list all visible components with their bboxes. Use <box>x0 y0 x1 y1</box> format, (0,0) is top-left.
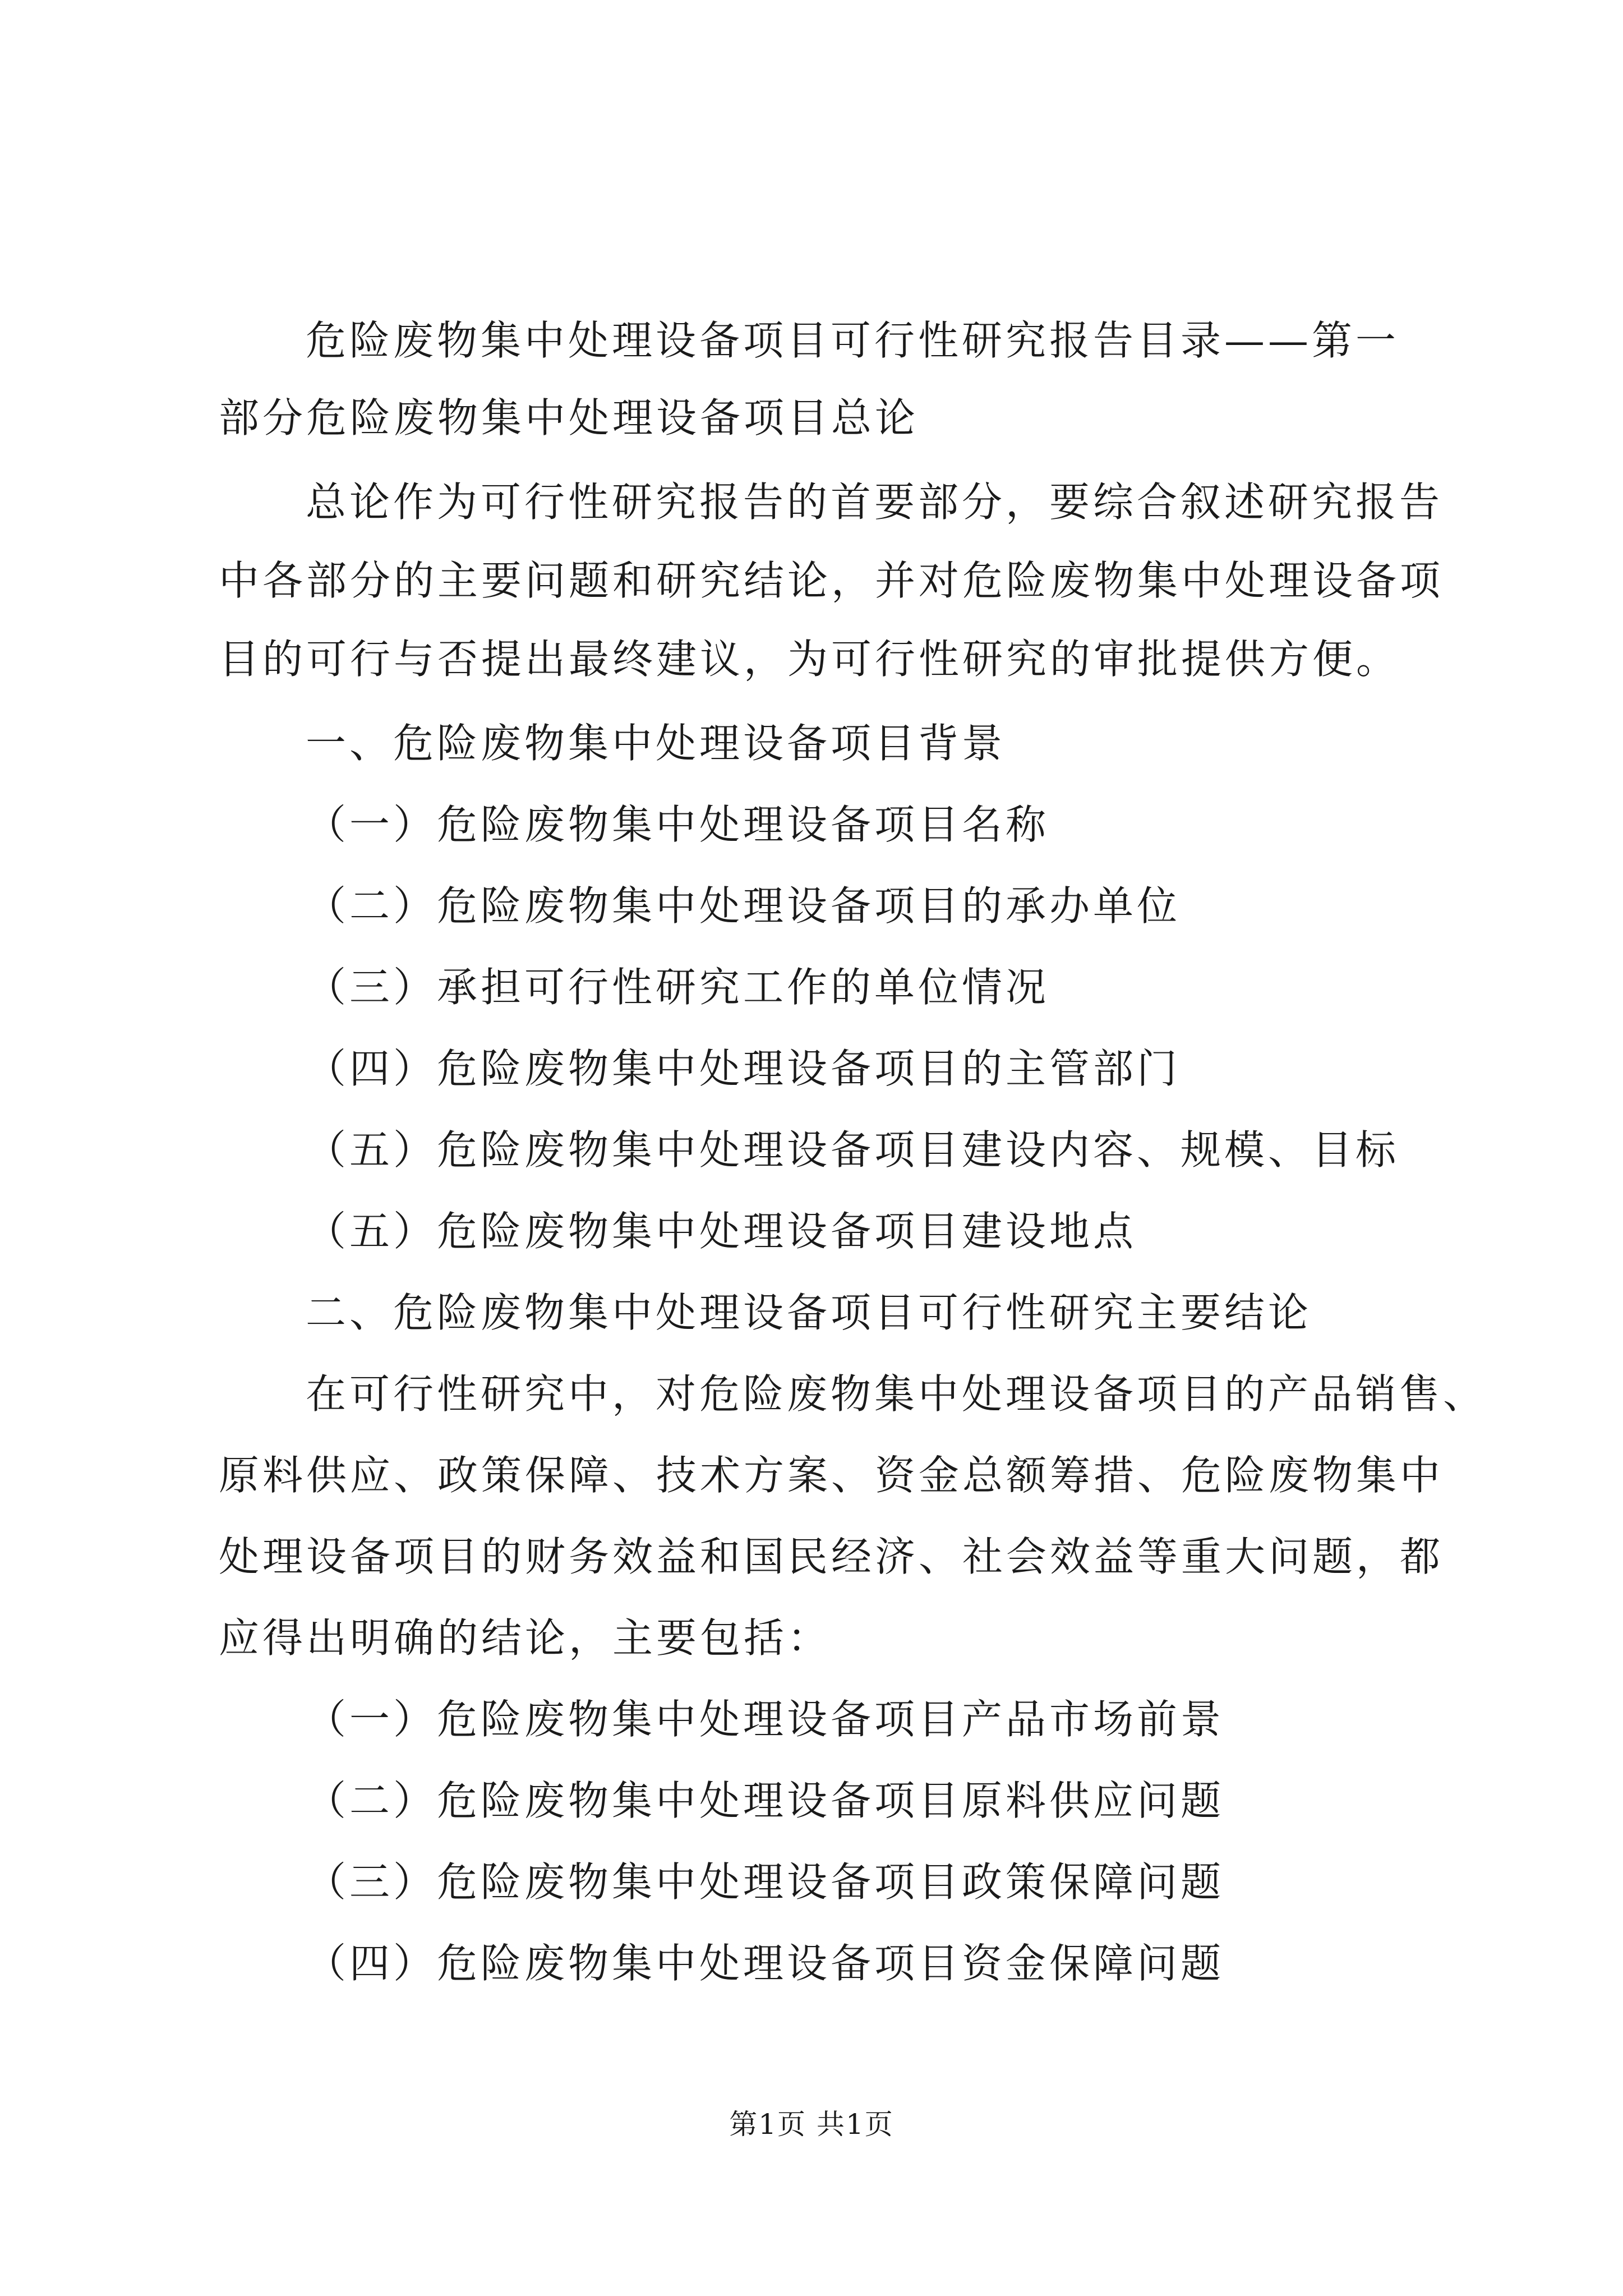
text-line: 中各部分的主要问题和研究结论，并对危险废物集中处理设备项 <box>219 557 1444 604</box>
text-line: 总论作为可行性研究报告的首要部分，要综合叙述研究报告 <box>306 478 1444 526</box>
text-line: 应得出明确的结论，主要包括： <box>219 1614 832 1662</box>
list-item: （四）危险废物集中处理设备项目资金保障问题 <box>306 1940 1225 1987</box>
list-item: （一）危险废物集中处理设备项目产品市场前景 <box>306 1696 1225 1743</box>
page-footer: 第1页 共1页 <box>729 2108 894 2141</box>
section-heading: 二、危险废物集中处理设备项目可行性研究主要结论 <box>306 1289 1312 1336</box>
list-item: （五）危险废物集中处理设备项目建设内容、规模、目标 <box>306 1126 1400 1174</box>
list-item: （五）危险废物集中处理设备项目建设地点 <box>306 1208 1137 1255</box>
text-line: 危险废物集中处理设备项目可行性研究报告目录——第一 <box>306 317 1400 364</box>
text-line: 部分危险废物集中处理设备项目总论 <box>219 394 919 441</box>
text-line: 在可行性研究中，对危险废物集中处理设备项目的产品销售、 <box>306 1370 1487 1418</box>
list-item: （一）危险废物集中处理设备项目名称 <box>306 801 1050 848</box>
section-heading: 一、危险废物集中处理设备项目背景 <box>306 720 1006 767</box>
list-item: （二）危险废物集中处理设备项目的承办单位 <box>306 882 1181 930</box>
text-line: 原料供应、政策保障、技术方案、资金总额筹措、危险废物集中 <box>219 1452 1444 1499</box>
list-item: （三）危险废物集中处理设备项目政策保障问题 <box>306 1858 1225 1906</box>
text-line: 目的可行与否提出最终建议，为可行性研究的审批提供方便。 <box>219 636 1400 683</box>
list-item: （四）危险废物集中处理设备项目的主管部门 <box>306 1045 1181 1092</box>
list-item: （二）危险废物集中处理设备项目原料供应问题 <box>306 1777 1225 1824</box>
text-line: 处理设备项目的财务效益和国民经济、社会效益等重大问题，都 <box>219 1533 1444 1580</box>
list-item: （三）承担可行性研究工作的单位情况 <box>306 964 1050 1011</box>
